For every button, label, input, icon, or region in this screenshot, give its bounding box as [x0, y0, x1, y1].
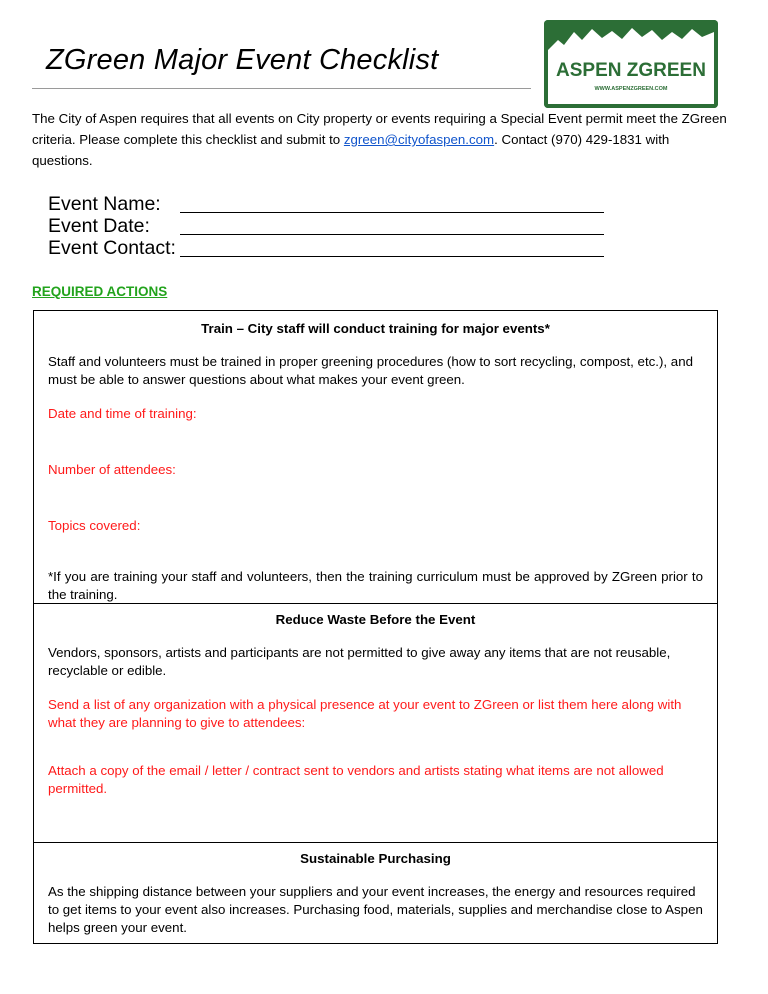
purchasing-body: As the shipping distance between your suppliers and your event increases, the energy and resources required to get items to your event also increases. Purchasing food, materials, supplies and merchandise close to Aspen helps green your event.	[48, 884, 703, 935]
intro-text-after: . Contact (970) 429-1831 with questions.	[32, 132, 670, 168]
intro-text: The City of Aspen requires that all events on City property or events requiring a Special Event permit meet the ZGreen criteria. Please complete this checklist and submit to	[32, 111, 727, 147]
event-name-label: Event Name:	[48, 193, 161, 215]
train-body: Staff and volunteers must be trained in proper greening procedures (how to sort recycling, compost, etc.), and must be able to answer questions about what makes your event green.	[48, 354, 693, 387]
event-contact-field[interactable]	[180, 238, 604, 257]
event-date-row	[48, 215, 604, 237]
email-link[interactable]: zgreen@cityofaspen.com	[343, 132, 495, 147]
organizations-prompt[interactable]: Send a list of any organization with a physical presence at your event to ZGreen or list them here along with what they are planning to give to attendees:	[48, 697, 682, 730]
event-contact-row	[48, 237, 604, 259]
event-name-row	[48, 193, 604, 215]
mountain-logo-icon	[544, 20, 718, 108]
title-divider	[32, 88, 531, 89]
page-title: ZGreen Major Event Checklist	[46, 44, 439, 76]
logo-url: WWW.ASPENZGREEN.COM	[594, 86, 668, 92]
reduce-title: Reduce Waste Before the Event	[275, 612, 476, 627]
event-fields	[48, 193, 604, 259]
event-date-label: Event Date:	[48, 215, 150, 237]
attendees-prompt[interactable]: Number of attendees:	[48, 462, 176, 477]
reduce-body: Vendors, sponsors, artists and participants are not permitted to give away any items that are not reusable, recyclable or edible.	[48, 645, 671, 678]
event-name-field[interactable]	[180, 194, 604, 213]
training-date-prompt[interactable]: Date and time of training:	[48, 406, 197, 421]
reduce-waste-section	[33, 603, 718, 843]
aspen-zgreen-logo	[544, 20, 718, 108]
required-actions-heading: REQUIRED ACTIONS	[32, 284, 168, 299]
sustainable-purchasing-section	[33, 842, 718, 944]
topics-prompt[interactable]: Topics covered:	[48, 518, 141, 533]
event-contact-label: Event Contact:	[48, 237, 176, 259]
logo-wordmark: ASPEN ZGREEN	[556, 60, 706, 81]
purchasing-title: Sustainable Purchasing	[300, 851, 451, 866]
train-title: Train – City staff will conduct training for major events*	[201, 321, 550, 336]
attach-copy-prompt[interactable]: Attach a copy of the email / letter / contract sent to vendors and artists stating what items are not allowed permitted.	[48, 763, 664, 796]
event-date-field[interactable]	[180, 216, 604, 235]
intro-paragraph	[32, 108, 732, 171]
train-footnote: *If you are training your staff and volunteers, then the training curriculum must be approved by ZGreen prior to the training.	[48, 569, 703, 602]
train-section	[33, 310, 718, 604]
